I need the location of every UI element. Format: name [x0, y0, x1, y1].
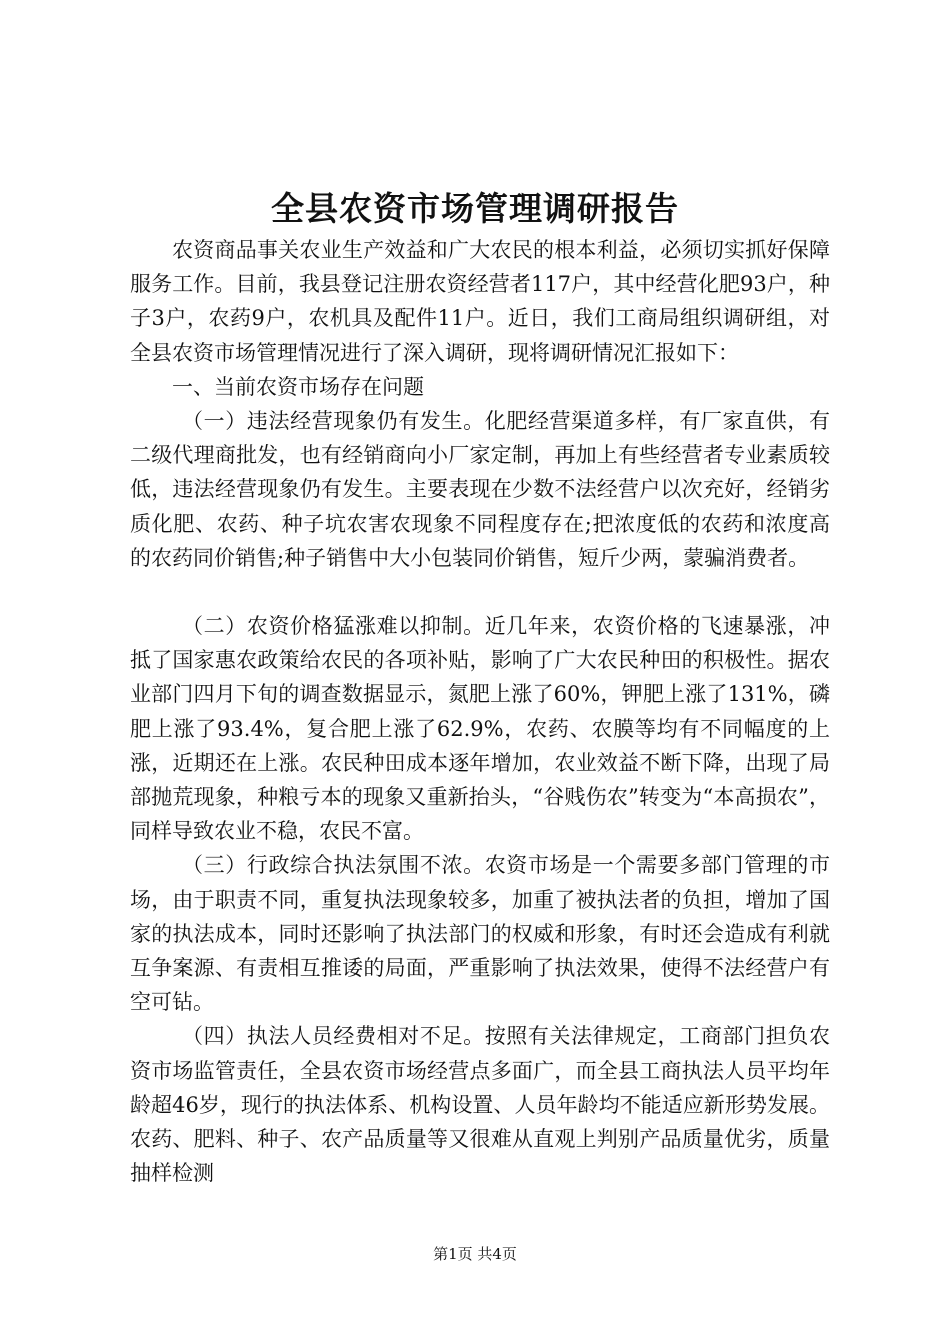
problem-paragraph-4: （四）执法人员经费相对不足。按照有关法律规定，工商部门担负农资市场监管责任，全县农资市场经营点多面广，而全县工商执法人员平均年龄超46岁，现行的执法体系、机构设置、人员年龄均不能适应新形势发展。农药、肥料、种子、农产品质量等又很难从直观上判别产品质量优劣，质量抽样检测: [130, 1024, 830, 1186]
section-heading: 一、当前农资市场存在问题: [172, 374, 424, 399]
problem-paragraph-2: （二）农资价格猛涨难以抑制。近几年来，农资价格的飞速暴涨，冲抵了国家惠农政策给农民的各项补贴，影响了广大农民种田的积极性。据农业部门四月下旬的调查数据显示，氮肥上涨了60%，钾肥上涨了131%，磷肥上涨了93.4%，复合肥上涨了62.9%，农药、农膜等均有不同幅度的上涨，近期还在上涨。农民种田成本逐年增加，农业效益不断下降，出现了局部抛荒现象，种粮亏本的现象又重新抬头，“谷贱伤农”转变为“本高损农”，同样导致农业不稳，农民不富。: [130, 614, 830, 844]
document-title: 全县农资市场管理调研报告: [271, 189, 679, 228]
intro-paragraph: 农资商品事关农业生产效益和广大农民的根本利益，必须切实抓好保障服务工作。目前，我县登记注册农资经营者117户，其中经营化肥93户，种子3户，农药9户，农机具及配件11户。近日，我们工商局组织调研组，对全县农资市场管理情况进行了深入调研，现将调研情况汇报如下：: [130, 238, 830, 365]
page-number-footer: 第1页 共4页: [433, 1245, 517, 1263]
document-body: [130, 233, 830, 1190]
paragraph-spacer: [130, 575, 830, 609]
problem-paragraph-1: （一）违法经营现象仍有发生。化肥经营渠道多样，有厂家直供，有二级代理商批发，也有经销商向小厂家定制，再加上有些经营者专业素质较低，违法经营现象仍有发生。主要表现在少数不法经营户以次充好，经销劣质化肥、农药、种子坑农害农现象不同程度存在;把浓度低的农药和浓度高的农药同价销售;种子销售中大小包装同价销售，短斤少两，蒙骗消费者。: [130, 409, 830, 570]
problem-paragraph-3: （三）行政综合执法氛围不浓。农资市场是一个需要多部门管理的市场，由于职责不同，重复执法现象较多，加重了被执法者的负担，增加了国家的执法成本，同时还影响了执法部门的权威和形象，有时还会造成有利就互争案源、有责相互推诿的局面，严重影响了执法效果，使得不法经营户有空可钻。: [130, 853, 830, 1015]
